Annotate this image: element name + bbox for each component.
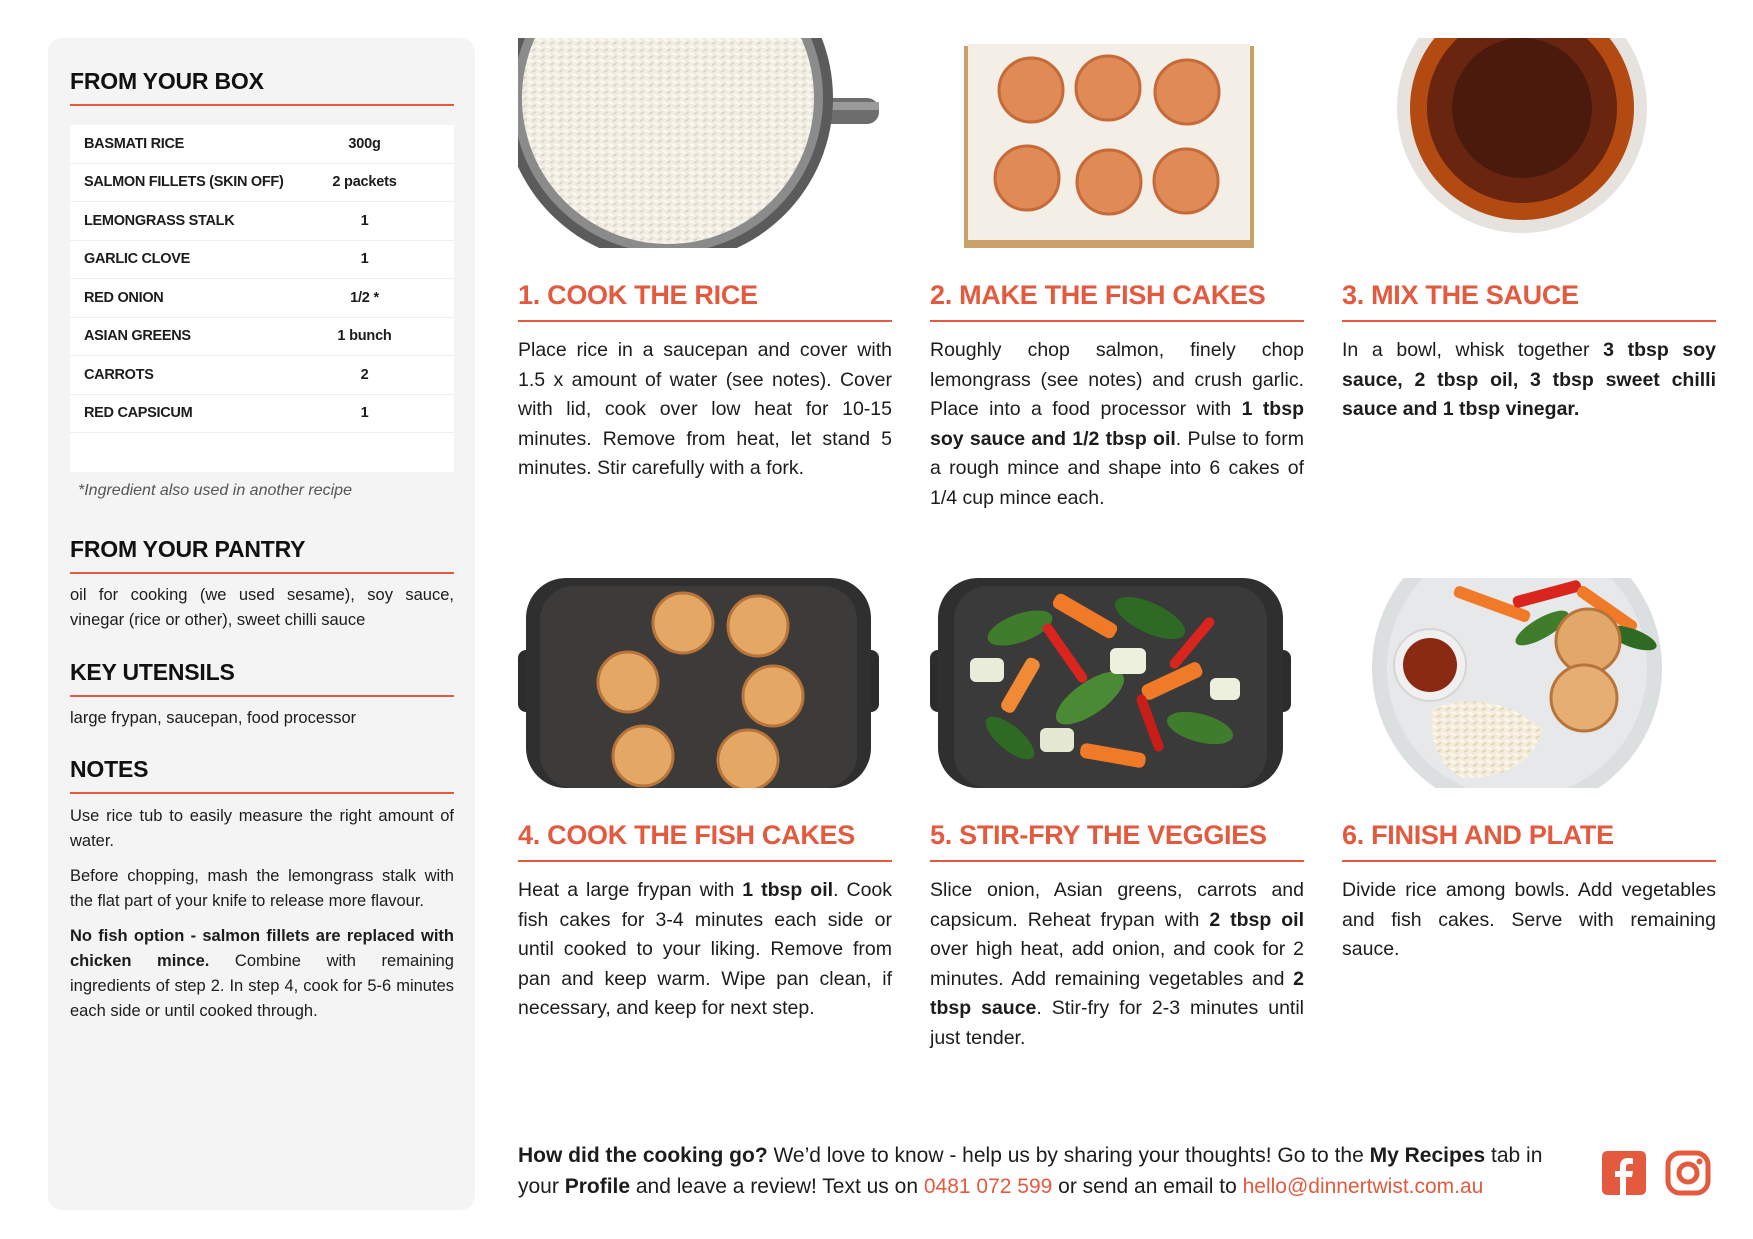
ingredient-name: CARROTS [84,366,154,383]
sauce-in-bowl-photo [1342,38,1703,248]
footer-question: How did the cooking go? [518,1144,768,1167]
notes-text [70,804,454,1034]
footer-text: or send an email to [1052,1175,1243,1198]
ingredient-name: LEMONGRASS STALK [84,212,235,229]
ingredient-name: SALMON FILLETS (SKIN OFF) [84,174,284,191]
note [70,924,454,1024]
fish-cakes-in-pan-photo [518,578,879,788]
ingredient-row [70,279,454,318]
footer-text: We’d love to know - help us by sharing your thoughts! Go to the [767,1144,1370,1167]
step-rule [930,860,1304,862]
from-your-box-heading: FROM YOUR BOX [70,68,264,94]
ingredient-row [70,202,454,241]
step-5-title: 5. STIR-FRY THE VEGGIES [930,820,1267,850]
ingredient-qty: 1 [360,251,369,268]
key-utensils-heading: KEY UTENSILS [70,659,235,685]
ingredient-name: RED CAPSICUM [84,405,193,422]
my-recipes-label: My Recipes [1369,1144,1486,1167]
step-4-title: 4. COOK THE FISH CAKES [518,820,855,850]
ingredient-row [70,241,454,280]
text: Roughly chop salmon, finely chop lemongrass (see notes) and crush garlic. Place into a food processor with [930,339,1304,420]
step-6-text: Divide rice among bowls. Add vegetables and fish cakes. Serve with remaining sauce. [1342,879,1716,960]
ingredient-row [70,125,454,164]
ingredients-table [70,125,454,472]
step-rule [930,320,1304,322]
ingredient-qty: 2 [360,366,369,383]
heading-rule [70,104,454,106]
ingredient-qty: 300g [348,135,381,152]
plated-dish-photo [1342,578,1703,788]
ingredient-name: GARLIC CLOVE [84,251,190,268]
bold-text: 1 tbsp oil [742,879,834,901]
review-footer [518,1140,1588,1202]
ingredient-name: ASIAN GREENS [84,328,191,345]
step-2-title: 2. MAKE THE FISH CAKES [930,280,1266,310]
step-3-title: 3. MIX THE SAUCE [1342,280,1579,310]
veggies-in-pan-photo [930,578,1291,788]
instagram-icon[interactable] [1665,1150,1711,1196]
text: . Stir-fry for 2-3 minutes until just tender. [930,997,1305,1049]
ingredient-qty: 1/2 * [350,289,379,306]
utensils-text: large frypan, saucepan, food processor [70,709,357,727]
step-1-title: 1. COOK THE RICE [518,280,758,310]
step-rule [1342,860,1716,862]
ingredient-qty: 1 [360,212,369,229]
footer-text: and leave a review! Text us on [630,1175,924,1198]
footer-text: tab in your [518,1144,1543,1198]
email-link[interactable]: hello@dinnertwist.com.au [1242,1175,1484,1198]
step-2-text [930,336,1304,513]
profile-label: Profile [564,1175,631,1198]
notes-heading: NOTES [70,756,149,782]
rice-in-saucepan-photo [518,38,879,248]
text: . Pulse to form a rough mince and shape into 6 cakes of 1/4 cup mince each. [930,427,1304,509]
from-your-pantry-heading: FROM YOUR PANTRY [70,536,306,562]
bold-text: 2 tbsp oil [1209,908,1305,931]
ingredient-qty: 1 [360,405,369,422]
step-rule [518,320,892,322]
text: Slice onion, Asian greens, carrots and capsicum. Reheat frypan with [930,879,1304,931]
heading-rule [70,572,454,574]
sidebar [48,38,475,1210]
step-3-text [1342,336,1716,425]
text: In a bowl, whisk together [1342,339,1604,361]
pantry-text: oil for cooking (we used sesame), soy sauce, vinegar (rice or other), sweet chilli sauce [70,586,454,629]
phone-link[interactable]: 0481 072 599 [923,1175,1053,1198]
step-6-title: 6. FINISH AND PLATE [1342,820,1614,850]
step-rule [518,860,892,862]
note-rest: Combine with remaining ingredients of step 2. In step 4, cook for 5-6 minutes each side or until cooked through. [70,952,454,1020]
bold-text: 2 tbsp sauce [930,967,1304,1019]
step-1-text: Place rice in a saucepan and cover with 1.5 x amount of water (see notes). Cover with lid, cook over low heat for 10-15 minutes. Remove from heat, let stand 5 minutes. Stir carefully with a fork. [518,339,892,479]
text: . Cook fish cakes for 3-4 minutes each side or until cooked to your liking. Remove from pan and keep warm. Wipe pan clean, if necessary, and keep for next step. [518,879,893,1019]
ingredient-qty: 1 bunch [337,328,392,345]
text: Heat a large frypan with [518,879,743,901]
note-bold: No fish option - salmon fillets are replaced with chicken mince. [70,927,454,970]
raw-fish-cakes-photo [930,38,1291,248]
ingredient-name: BASMATI RICE [84,135,185,152]
text: over high heat, add onion, and cook for 2 minutes. Add remaining vegetables and [930,938,1304,990]
ingredient-name: RED ONION [84,289,164,306]
step-5-text [930,876,1304,1053]
ingredient-row [70,318,454,357]
note: Use rice tub to easily measure the right amount of water. [70,807,454,850]
bold-text: 3 tbsp soy sauce, 2 tbsp oil, 3 tbsp sweet chilli sauce and 1 tbsp vinegar. [1342,339,1716,420]
ingredient-footnote: *Ingredient also used in another recipe [78,482,352,499]
ingredient-row [70,164,454,203]
facebook-icon[interactable] [1601,1150,1647,1196]
note: Before chopping, mash the lemongrass stalk with the flat part of your knife to release more flavour. [70,867,454,910]
bold-text: 1 tbsp soy sauce and 1/2 tbsp oil [930,398,1304,450]
step-rule [1342,320,1716,322]
step-4-text [518,876,892,1024]
ingredient-qty: 2 packets [332,174,397,191]
ingredient-row [70,356,454,395]
heading-rule [70,695,454,697]
ingredient-row [70,395,454,434]
heading-rule [70,792,454,794]
